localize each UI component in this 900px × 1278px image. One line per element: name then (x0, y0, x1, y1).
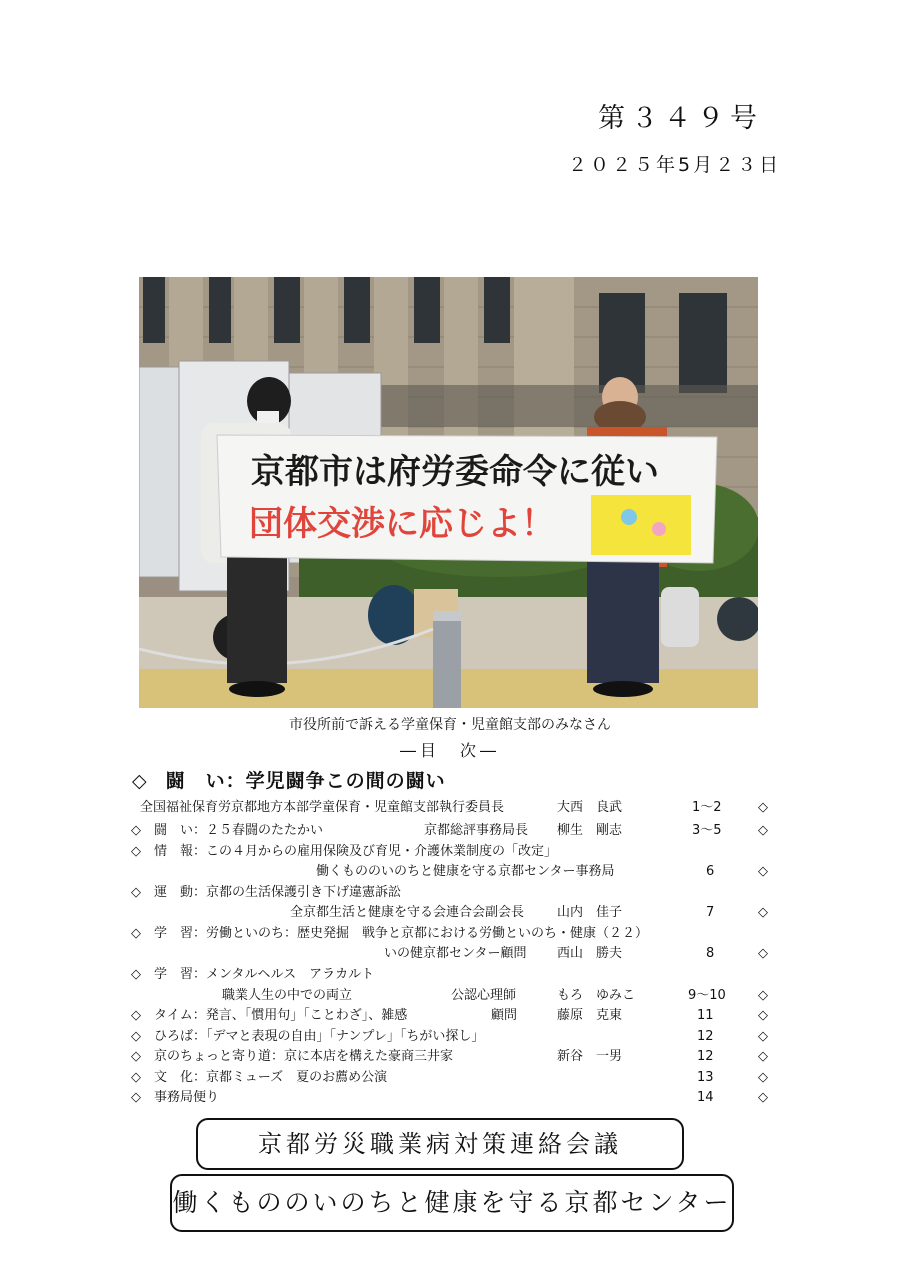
toc-row (0, 798, 900, 818)
toc-row-author: 新谷 一男 (557, 1049, 623, 1064)
toc-row-text: ◇ 運 動：京都の生活保護引き下げ違憲訴訟 (131, 885, 401, 900)
cover-photo (139, 277, 758, 708)
diamond-icon: ◇ (758, 1029, 768, 1044)
diamond-icon: ◇ (758, 988, 768, 1003)
toc-row-author: 山内 佳子 (557, 905, 623, 920)
toc-row (0, 903, 900, 923)
toc-row (0, 821, 900, 841)
banner-line-2: 団体交渉に応じよ！ (249, 504, 555, 544)
toc-row-role: 働くもののいのちと健康を守る京都センター事務局 (316, 864, 615, 879)
diamond-icon: ◇ (758, 1008, 768, 1023)
toc-row-page: 12 (697, 1029, 714, 1044)
org-name-box: 京都労災職業病対策連絡会議 (196, 1118, 684, 1170)
diamond-icon: ◇ (758, 823, 768, 838)
toc-row-role: 京都総評事務局長 (424, 823, 529, 838)
toc-feature (132, 766, 446, 793)
toc-row-page: 7 (706, 905, 715, 920)
toc-row (0, 1068, 900, 1088)
toc-row-page: 9～10 (688, 988, 726, 1003)
toc-row-page: 3～5 (692, 823, 722, 838)
toc-row-text: ◇ ひろば：「デマと表現の自由」「ナンプレ」「ちがい探し」 (131, 1029, 485, 1044)
diamond-icon: ◇ (758, 1049, 768, 1064)
toc-row-page: 12 (697, 1049, 714, 1064)
toc-row-author: 大西 良武 (557, 800, 623, 815)
toc-row-role: いの健京都センター顧問 (384, 946, 527, 961)
toc-row (0, 986, 900, 1006)
diamond-icon: ◇ (758, 800, 768, 815)
toc-row (0, 862, 900, 882)
toc-row (0, 944, 900, 964)
toc-row-author: 藤原 克東 (557, 1008, 623, 1023)
toc-row-page: 6 (706, 864, 715, 879)
photo-caption: 市役所前で訴える学童保育・児童館支部のみなさん (289, 717, 611, 733)
toc-row-text: ◇ 事務局便り (131, 1090, 219, 1105)
toc-row-text: ◇ 文 化：京都ミューズ 夏のお薦め公演 (131, 1070, 388, 1085)
toc-row-page: 8 (706, 946, 715, 961)
toc-row-role: 公認心理師 (451, 988, 517, 1003)
toc-row-text: ◇ 情 報：この４月からの雇用保険及び育児・介護休業制度の「改定」 (131, 844, 557, 859)
diamond-icon: ◇ (758, 864, 768, 879)
toc-row-author: もろ ゆみこ (557, 988, 636, 1003)
toc-row-page: 14 (697, 1090, 714, 1105)
toc-row-role: 全京都生活と健康を守る会連合会副会長 (290, 905, 525, 920)
toc-row (0, 842, 900, 862)
toc-row (0, 1006, 900, 1026)
diamond-icon: ◇ (758, 905, 768, 920)
toc-row (0, 924, 900, 944)
toc-row (0, 965, 900, 985)
issue-number: 第３４９号 (598, 103, 763, 134)
toc-row-text: 職業人生の中での両立 (222, 988, 353, 1003)
toc-row (0, 1027, 900, 1047)
toc-row (0, 883, 900, 903)
toc-row-author: 柳生 剛志 (557, 823, 623, 838)
toc-row-text: ◇ 闘 い：２５春闘のたたかい (131, 823, 323, 838)
org-name-box-center: 働くもののいのちと健康を守る京都センター (170, 1174, 734, 1232)
toc-row-page: 1～2 (692, 800, 722, 815)
toc-row-page: 11 (697, 1008, 714, 1023)
toc-row-text: ◇ 学 習：メンタルヘルス アラカルト (131, 967, 375, 982)
toc-row-text: ◇ タイム：発言、「慣用句」「ことわざ」、雑感 (131, 1008, 408, 1023)
diamond-icon: ◇ (758, 946, 768, 961)
toc-row-text: ◇ 京のちょっと寄り道：京に本店を構えた豪商三井家 (131, 1049, 453, 1064)
toc-row-text: 全国福祉保育労京都地方本部学童保育・児童館支部執行委員長 (140, 800, 505, 815)
toc-row-text: ◇ 学 習：労働といのち：歴史発掘 戦争と京都における労働といのち・健康（２２） (131, 926, 648, 941)
toc-row-page: 13 (697, 1070, 714, 1085)
issue-date: ２０２５年5月２３日 (568, 154, 782, 176)
diamond-icon: ◇ (132, 770, 148, 792)
diamond-icon: ◇ (758, 1090, 768, 1105)
toc-title: ―目 次― (399, 741, 500, 760)
toc-row-author: 西山 勝夫 (557, 946, 623, 961)
toc-row (0, 1047, 900, 1067)
banner-line-1: 京都市は府労委命令に従い (251, 452, 659, 492)
toc-row (0, 1088, 900, 1108)
toc-row-role: 顧問 (491, 1008, 518, 1023)
diamond-icon: ◇ (758, 1070, 768, 1085)
toc-feature-title: 闘 い：学児闘争この間の闘い (165, 770, 446, 792)
